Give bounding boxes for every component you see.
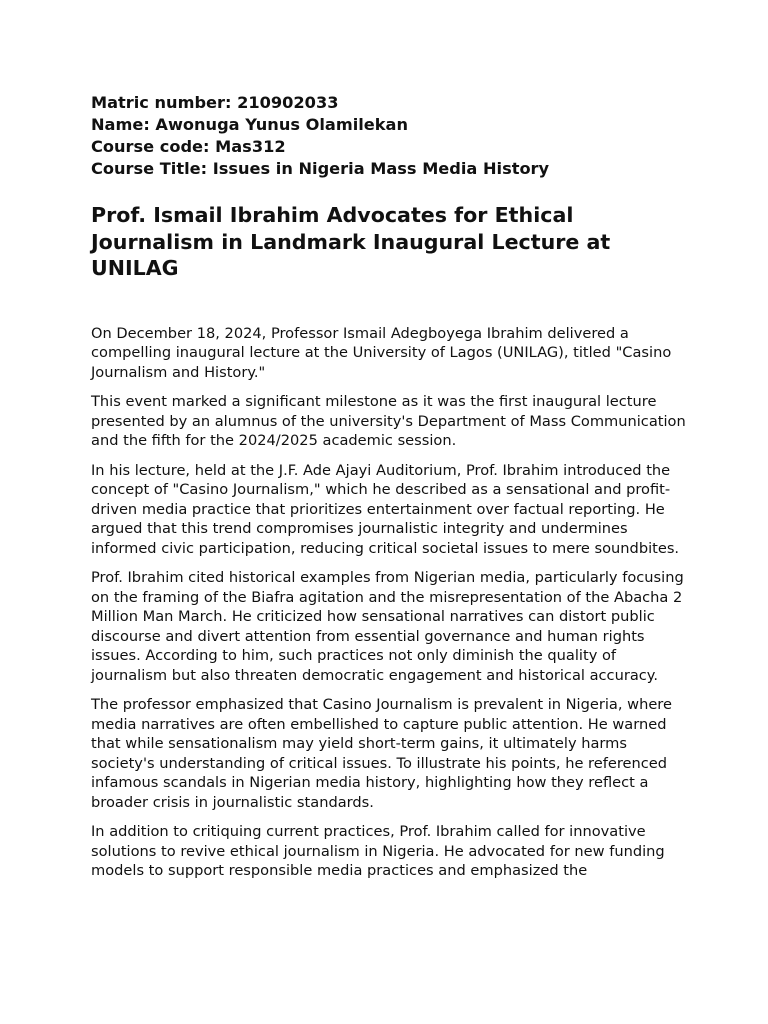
paragraph-3: In his lecture, held at the J.F. Ade Ajayi Auditorium, Prof. Ibrahim introduced the concept of "Casino Journalism," which he described as a sensational and profit-driven media practice that prioritizes entertainment over factual reporting. He argued that this trend compromises journalistic integrity and undermines informed civic participation, reducing critical societal issues to mere soundbites.: [91, 461, 680, 557]
document-page: [91, 92, 691, 891]
paragraph-2: This event marked a significant milestone as it was the first inaugural lecture presented by an alumnus of the university's Department of Mass Communication and the fifth for the 2024/2025 academic session.: [91, 393, 686, 449]
article-title: Prof. Ismail Ibrahim Advocates for Ethical Journalism in Landmark Inaugural Lecture at UNILAG: [91, 203, 611, 280]
paragraph-5: The professor emphasized that Casino Journalism is prevalent in Nigeria, where media narratives are often embellished to capture public attention. He warned that while sensationalism may yield short-term gains, it ultimately harms society's understanding of critical issues. To illustrate his points, he referenced infamous scandals in Nigerian media history, highlighting how they reflect a broader crisis in journalistic standards.: [91, 696, 672, 811]
student-info: [91, 92, 691, 180]
course-title: Course Title: Issues in Nigeria Mass Media History: [91, 159, 550, 178]
student-name: Name: Awonuga Yunus Olamilekan: [91, 115, 408, 134]
paragraph-1: On December 18, 2024, Professor Ismail Adegboyega Ibrahim delivered a compelling inaugural lecture at the University of Lagos (UNILAG), titled "Casino Journalism and History.": [91, 324, 672, 381]
article-body: [91, 324, 691, 881]
paragraph-6: In addition to critiquing current practices, Prof. Ibrahim called for innovative solutions to revive ethical journalism in Nigeria. He advocated for new funding models to support responsible media practices and emphasized the: [91, 823, 665, 879]
matric-number: Matric number: 210902033: [91, 93, 339, 112]
course-code: Course code: Mas312: [91, 137, 286, 156]
paragraph-4: Prof. Ibrahim cited historical examples from Nigerian media, particularly focusing on the framing of the Biafra agitation and the misrepresentation of the Abacha 2 Million Man March. He criticized how sensational narratives can distort public discourse and divert attention from essential governance and human rights issues. According to him, such practices not only diminish the quality of journalism but also threaten democratic engagement and historical accuracy.: [91, 569, 684, 684]
